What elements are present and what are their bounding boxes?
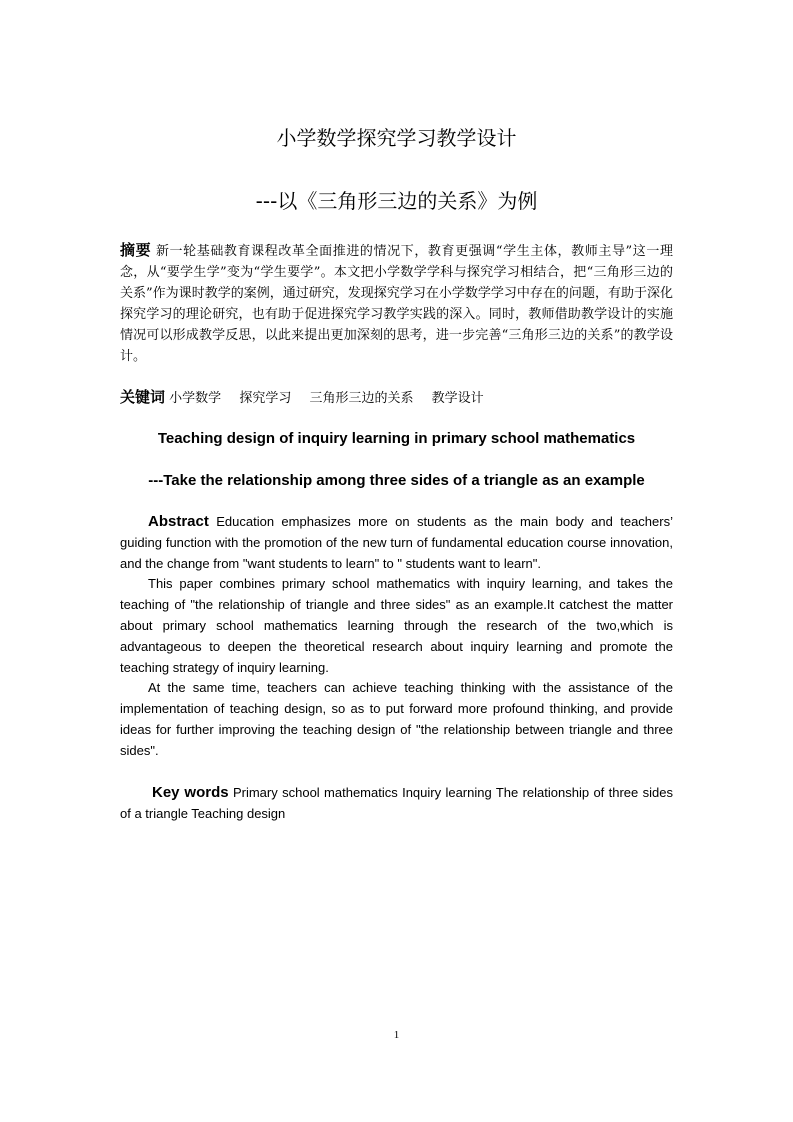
abstract-en-paragraph: This paper combines primary school mathematics with inquiry learning, and takes the teaching of "the relationship of triangle and three sides" as an example.It catchest the matter about primary school mathematics learning through the research of the two,which is advantageous to deepen the theoretical research about inquiry learning and promote the teaching strategy of inquiry learning. (120, 576, 673, 675)
abstract-cn-text: 新一轮基础教育课程改革全面推进的情况下，教育更强调“学生主体，教师主导”这一理念，从“要学生学”变为“学生要学”。本文把小学数学学科与探究学习相结合，把“三角形三边的关系”作为课时教学的案例，通过研究，发现探究学习在小学数学学习中存在的问题，有助于深化探究学习的理论研究，也有助于促进探究学习教学实践的深入。同时，教师借助教学设计的实施情况可以形成教学反思，以此来提出更加深刻的思考，进一步完善“三角形三边的关系”的教学设计。 (120, 244, 673, 364)
abstract-en-text: Education emphasizes more on students as the main body and teachers’ guiding function with the promotion of the new turn of fundamental education course innovation, and the change from "want students to learn" to " students want to learn". (120, 514, 673, 571)
page-subtitle: ---以《三角形三边的关系》为例 (255, 189, 538, 213)
keyword-cn: 小学数学 (169, 391, 222, 406)
keyword-cn: 三角形三边的关系 (309, 391, 414, 406)
abstract-cn-label: 摘要 (120, 241, 152, 259)
keyword-cn: 教学设计 (431, 391, 484, 406)
keywords-en-text: Primary school mathematics Inquiry learning The relationship of three sides of a triangle Teaching design (120, 785, 673, 821)
keywords-cn-label: 关键词 (120, 388, 166, 406)
abstract-cn (120, 240, 673, 367)
abstract-en-label: Abstract (148, 513, 209, 530)
page-number: 1 (393, 1029, 400, 1041)
english-title: Teaching design of inquiry learning in primary school mathematics (157, 430, 636, 447)
keywords-en (120, 782, 673, 824)
abstract-en (120, 512, 673, 762)
abstract-en-paragraph: At the same time, teachers can achieve teaching thinking with the assistance of the implementation of teaching design, so as to put forward more profound thinking, and provide ideas for further improving the teaching design of "the relationship between triangle and three sides". (120, 680, 673, 758)
abstract-en-paragraph (120, 512, 673, 574)
english-subtitle: ---Take the relationship among three sides of a triangle as an example (148, 472, 645, 489)
page-title: 小学数学探究学习教学设计 (276, 126, 517, 150)
keyword-cn: 探究学习 (239, 391, 292, 406)
keywords-cn (120, 386, 680, 410)
keywords-en-label: Key words (152, 784, 229, 801)
